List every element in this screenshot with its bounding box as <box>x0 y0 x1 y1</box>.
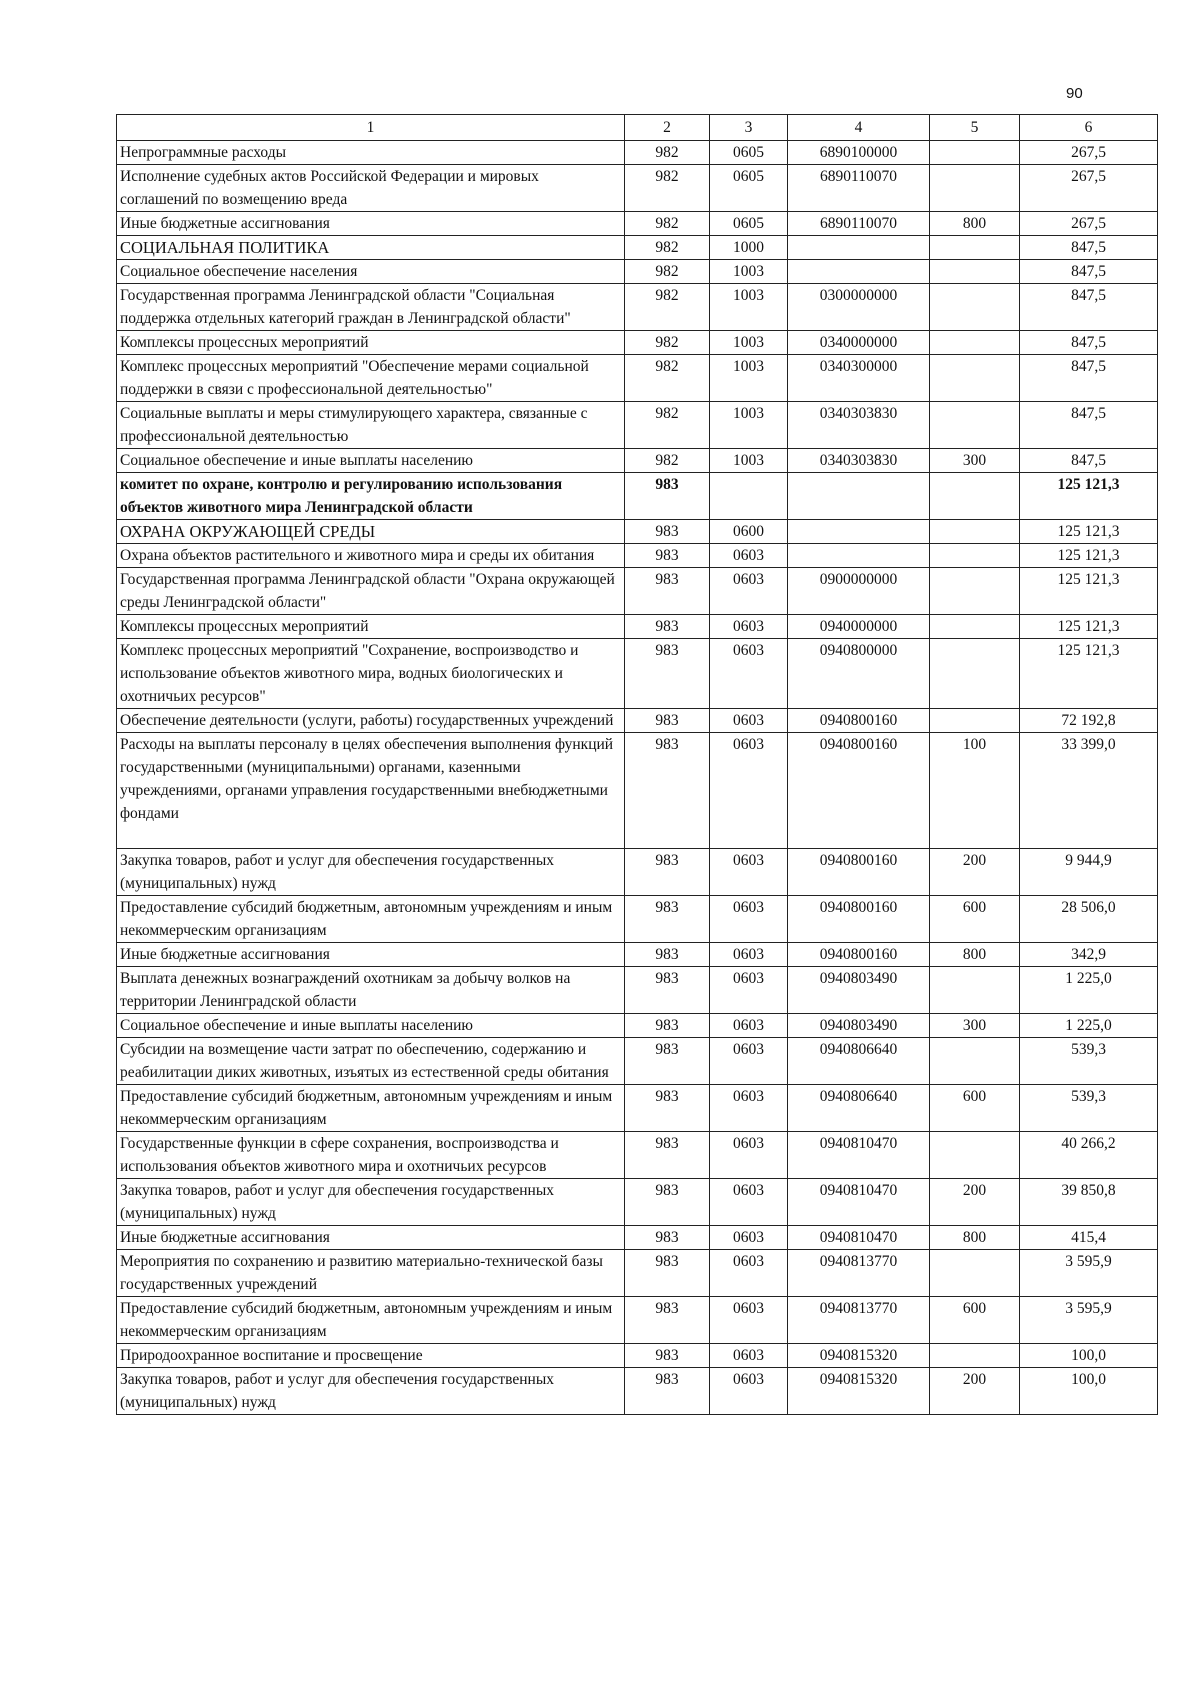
row-name-cell: Иные бюджетные ассигнования <box>117 943 625 967</box>
amount-cell: 847,5 <box>1020 284 1158 331</box>
admin-code-cell: 983 <box>625 639 710 709</box>
amount-cell: 847,5 <box>1020 260 1158 284</box>
amount-cell: 1 225,0 <box>1020 967 1158 1014</box>
table-row <box>117 473 1158 520</box>
table-row <box>117 967 1158 1014</box>
expense-type-cell: 300 <box>930 1014 1020 1038</box>
expense-type-cell: 800 <box>930 1226 1020 1250</box>
amount-cell: 415,4 <box>1020 1226 1158 1250</box>
table-row <box>117 1179 1158 1226</box>
row-name-cell: Государственная программа Ленинградской области "Охрана окружающей среды Ленинградской области" <box>117 568 625 615</box>
section-code-cell <box>710 473 788 520</box>
table-row <box>117 284 1158 331</box>
admin-code-cell: 982 <box>625 355 710 402</box>
admin-code-cell: 983 <box>625 615 710 639</box>
amount-cell: 40 266,2 <box>1020 1132 1158 1179</box>
row-name-cell: Иные бюджетные ассигнования <box>117 1226 625 1250</box>
section-code-cell: 0600 <box>710 520 788 544</box>
amount-cell: 267,5 <box>1020 212 1158 236</box>
expense-type-cell: 600 <box>930 896 1020 943</box>
row-name-cell: СОЦИАЛЬНАЯ ПОЛИТИКА <box>117 236 625 260</box>
table-row <box>117 615 1158 639</box>
target-article-cell: 0340303830 <box>788 449 930 473</box>
target-article-cell: 0940810470 <box>788 1226 930 1250</box>
expense-type-cell <box>930 236 1020 260</box>
section-code-cell: 0603 <box>710 1132 788 1179</box>
section-code-cell: 0603 <box>710 896 788 943</box>
row-name-cell: Государственные функции в сфере сохранения, воспроизводства и использования объектов животного мира и охотничьих ресурсов <box>117 1132 625 1179</box>
expense-type-cell <box>930 568 1020 615</box>
row-name-cell: Предоставление субсидий бюджетным, автономным учреждениям и иным некоммерческим организациям <box>117 1297 625 1344</box>
target-article-cell: 0940803490 <box>788 967 930 1014</box>
target-article-cell: 0940800160 <box>788 943 930 967</box>
row-name-cell: Закупка товаров, работ и услуг для обеспечения государственных (муниципальных) нужд <box>117 1368 625 1415</box>
row-name-cell: Государственная программа Ленинградской области "Социальная поддержка отдельных категорий граждан в Ленинградской области" <box>117 284 625 331</box>
row-name-cell: Комплекс процессных мероприятий "Сохранение, воспроизводство и использование объектов животного мира, водных биологических и охотничьих ресурсов" <box>117 639 625 709</box>
expense-type-cell: 200 <box>930 1368 1020 1415</box>
target-article-cell: 0940813770 <box>788 1297 930 1344</box>
table-body <box>117 115 1158 1415</box>
admin-code-cell: 983 <box>625 1132 710 1179</box>
admin-code-cell: 983 <box>625 849 710 896</box>
expense-type-cell <box>930 639 1020 709</box>
table-row <box>117 449 1158 473</box>
amount-cell: 1 225,0 <box>1020 1014 1158 1038</box>
row-name-cell: ОХРАНА ОКРУЖАЮЩЕЙ СРЕДЫ <box>117 520 625 544</box>
admin-code-cell: 983 <box>625 943 710 967</box>
target-article-cell <box>788 544 930 568</box>
table-row <box>117 1368 1158 1415</box>
section-code-cell: 1003 <box>710 355 788 402</box>
admin-code-cell: 982 <box>625 236 710 260</box>
target-article-cell: 6890100000 <box>788 141 930 165</box>
target-article-cell: 0340303830 <box>788 402 930 449</box>
table-row <box>117 639 1158 709</box>
section-code-cell: 0603 <box>710 1344 788 1368</box>
target-article-cell: 0340000000 <box>788 331 930 355</box>
amount-cell: 125 121,3 <box>1020 544 1158 568</box>
target-article-cell: 0940000000 <box>788 615 930 639</box>
amount-cell: 72 192,8 <box>1020 709 1158 733</box>
target-article-cell <box>788 236 930 260</box>
amount-cell: 539,3 <box>1020 1038 1158 1085</box>
amount-cell: 33 399,0 <box>1020 733 1158 849</box>
target-article-cell: 0940806640 <box>788 1038 930 1085</box>
column-header: 3 <box>710 115 788 141</box>
admin-code-cell: 982 <box>625 212 710 236</box>
expense-type-cell <box>930 1038 1020 1085</box>
amount-cell: 267,5 <box>1020 141 1158 165</box>
table-row <box>117 568 1158 615</box>
expense-type-cell <box>930 402 1020 449</box>
amount-cell: 100,0 <box>1020 1344 1158 1368</box>
section-code-cell: 0603 <box>710 1226 788 1250</box>
expense-type-cell: 600 <box>930 1085 1020 1132</box>
header-row <box>117 115 1158 141</box>
expense-type-cell: 200 <box>930 1179 1020 1226</box>
section-code-cell: 0603 <box>710 1085 788 1132</box>
row-name-cell: комитет по охране, контролю и регулированию использования объектов животного мира Ленинградской области <box>117 473 625 520</box>
amount-cell: 3 595,9 <box>1020 1297 1158 1344</box>
expense-type-cell: 100 <box>930 733 1020 849</box>
section-code-cell: 0603 <box>710 1179 788 1226</box>
admin-code-cell: 983 <box>625 1368 710 1415</box>
section-code-cell: 1000 <box>710 236 788 260</box>
expense-type-cell <box>930 1250 1020 1297</box>
admin-code-cell: 982 <box>625 284 710 331</box>
section-code-cell: 0603 <box>710 615 788 639</box>
table-row <box>117 896 1158 943</box>
row-name-cell: Социальное обеспечение и иные выплаты населению <box>117 449 625 473</box>
amount-cell: 847,5 <box>1020 236 1158 260</box>
table-row <box>117 1014 1158 1038</box>
amount-cell: 39 850,8 <box>1020 1179 1158 1226</box>
table-row <box>117 236 1158 260</box>
target-article-cell: 0940803490 <box>788 1014 930 1038</box>
section-code-cell: 1003 <box>710 402 788 449</box>
admin-code-cell: 983 <box>625 1014 710 1038</box>
amount-cell: 847,5 <box>1020 402 1158 449</box>
column-header: 5 <box>930 115 1020 141</box>
target-article-cell: 0340300000 <box>788 355 930 402</box>
table-row <box>117 1344 1158 1368</box>
table-row <box>117 544 1158 568</box>
expense-type-cell <box>930 709 1020 733</box>
target-article-cell: 6890110070 <box>788 165 930 212</box>
section-code-cell: 0603 <box>710 568 788 615</box>
expense-type-cell <box>930 520 1020 544</box>
expense-type-cell <box>930 165 1020 212</box>
table-row <box>117 709 1158 733</box>
row-name-cell: Исполнение судебных актов Российской Федерации и мировых соглашений по возмещению вреда <box>117 165 625 212</box>
amount-cell: 125 121,3 <box>1020 473 1158 520</box>
expense-type-cell <box>930 1344 1020 1368</box>
expense-type-cell <box>930 544 1020 568</box>
admin-code-cell: 983 <box>625 1297 710 1344</box>
row-name-cell: Социальное обеспечение и иные выплаты населению <box>117 1014 625 1038</box>
table-row <box>117 212 1158 236</box>
expense-type-cell <box>930 473 1020 520</box>
section-code-cell: 0603 <box>710 849 788 896</box>
target-article-cell <box>788 473 930 520</box>
expense-type-cell <box>930 331 1020 355</box>
target-article-cell: 0940815320 <box>788 1344 930 1368</box>
target-article-cell: 0900000000 <box>788 568 930 615</box>
row-name-cell: Выплата денежных вознаграждений охотникам за добычу волков на территории Ленинградской области <box>117 967 625 1014</box>
section-code-cell: 1003 <box>710 284 788 331</box>
target-article-cell: 0940815320 <box>788 1368 930 1415</box>
amount-cell: 267,5 <box>1020 165 1158 212</box>
amount-cell: 342,9 <box>1020 943 1158 967</box>
expense-type-cell: 300 <box>930 449 1020 473</box>
table-row <box>117 733 1158 849</box>
row-name-cell: Мероприятия по сохранению и развитию материально-технической базы государственных учреждений <box>117 1250 625 1297</box>
amount-cell: 847,5 <box>1020 449 1158 473</box>
table-row <box>117 1250 1158 1297</box>
expense-type-cell: 200 <box>930 849 1020 896</box>
admin-code-cell: 983 <box>625 544 710 568</box>
target-article-cell <box>788 520 930 544</box>
admin-code-cell: 983 <box>625 967 710 1014</box>
admin-code-cell: 982 <box>625 260 710 284</box>
row-name-cell: Комплексы процессных мероприятий <box>117 615 625 639</box>
amount-cell: 28 506,0 <box>1020 896 1158 943</box>
row-name-cell: Социальное обеспечение населения <box>117 260 625 284</box>
admin-code-cell: 983 <box>625 1038 710 1085</box>
admin-code-cell: 983 <box>625 1179 710 1226</box>
amount-cell: 539,3 <box>1020 1085 1158 1132</box>
expense-type-cell: 800 <box>930 212 1020 236</box>
admin-code-cell: 983 <box>625 1344 710 1368</box>
admin-code-cell: 982 <box>625 165 710 212</box>
table-row <box>117 520 1158 544</box>
admin-code-cell: 983 <box>625 896 710 943</box>
target-article-cell: 0940800160 <box>788 709 930 733</box>
column-header: 4 <box>788 115 930 141</box>
admin-code-cell: 983 <box>625 520 710 544</box>
amount-cell: 3 595,9 <box>1020 1250 1158 1297</box>
table-row <box>117 402 1158 449</box>
column-header: 6 <box>1020 115 1158 141</box>
target-article-cell: 0300000000 <box>788 284 930 331</box>
target-article-cell: 6890110070 <box>788 212 930 236</box>
admin-code-cell: 982 <box>625 141 710 165</box>
row-name-cell: Иные бюджетные ассигнования <box>117 212 625 236</box>
expense-type-cell <box>930 141 1020 165</box>
amount-cell: 847,5 <box>1020 355 1158 402</box>
amount-cell: 125 121,3 <box>1020 615 1158 639</box>
target-article-cell: 0940810470 <box>788 1179 930 1226</box>
section-code-cell: 0603 <box>710 1297 788 1344</box>
table-row <box>117 1132 1158 1179</box>
admin-code-cell: 983 <box>625 568 710 615</box>
admin-code-cell: 983 <box>625 1250 710 1297</box>
budget-table <box>116 114 1158 1415</box>
expense-type-cell: 800 <box>930 943 1020 967</box>
expense-type-cell <box>930 260 1020 284</box>
row-name-cell: Закупка товаров, работ и услуг для обеспечения государственных (муниципальных) нужд <box>117 849 625 896</box>
target-article-cell: 0940800160 <box>788 896 930 943</box>
section-code-cell: 1003 <box>710 260 788 284</box>
section-code-cell: 0603 <box>710 639 788 709</box>
section-code-cell: 0603 <box>710 1250 788 1297</box>
amount-cell: 125 121,3 <box>1020 520 1158 544</box>
admin-code-cell: 982 <box>625 402 710 449</box>
table-row <box>117 943 1158 967</box>
admin-code-cell: 983 <box>625 733 710 849</box>
section-code-cell: 1003 <box>710 331 788 355</box>
table-row <box>117 1297 1158 1344</box>
section-code-cell: 0603 <box>710 733 788 849</box>
row-name-cell: Расходы на выплаты персоналу в целях обеспечения выполнения функций государственными (муниципальными) органами, казенными учреждениями, органами управления государственными внебюджетными фондами <box>117 733 625 849</box>
section-code-cell: 0603 <box>710 967 788 1014</box>
section-code-cell: 0603 <box>710 1014 788 1038</box>
table-row <box>117 1226 1158 1250</box>
target-article-cell <box>788 260 930 284</box>
expense-type-cell: 600 <box>930 1297 1020 1344</box>
row-name-cell: Предоставление субсидий бюджетным, автономным учреждениям и иным некоммерческим организациям <box>117 896 625 943</box>
table-row <box>117 1085 1158 1132</box>
table-row <box>117 165 1158 212</box>
expense-type-cell <box>930 1132 1020 1179</box>
row-name-cell: Комплексы процессных мероприятий <box>117 331 625 355</box>
amount-cell: 100,0 <box>1020 1368 1158 1415</box>
row-name-cell: Охрана объектов растительного и животного мира и среды их обитания <box>117 544 625 568</box>
admin-code-cell: 983 <box>625 1226 710 1250</box>
section-code-cell: 0605 <box>710 212 788 236</box>
row-name-cell: Социальные выплаты и меры стимулирующего характера, связанные с профессиональной деятельностью <box>117 402 625 449</box>
row-name-cell: Обеспечение деятельности (услуги, работы) государственных учреждений <box>117 709 625 733</box>
section-code-cell: 0603 <box>710 709 788 733</box>
amount-cell: 847,5 <box>1020 331 1158 355</box>
row-name-cell: Комплекс процессных мероприятий "Обеспечение мерами социальной поддержки в связи с профессиональной деятельностью" <box>117 355 625 402</box>
row-name-cell: Субсидии на возмещение части затрат по обеспечению, содержанию и реабилитации диких животных, изъятых из естественной среды обитания <box>117 1038 625 1085</box>
row-name-cell: Непрограммные расходы <box>117 141 625 165</box>
admin-code-cell: 982 <box>625 449 710 473</box>
table-row <box>117 355 1158 402</box>
target-article-cell: 0940800160 <box>788 733 930 849</box>
admin-code-cell: 982 <box>625 331 710 355</box>
column-header: 2 <box>625 115 710 141</box>
section-code-cell: 0603 <box>710 1368 788 1415</box>
target-article-cell: 0940800000 <box>788 639 930 709</box>
section-code-cell: 0605 <box>710 165 788 212</box>
target-article-cell: 0940806640 <box>788 1085 930 1132</box>
column-header: 1 <box>117 115 625 141</box>
expense-type-cell <box>930 355 1020 402</box>
section-code-cell: 0603 <box>710 943 788 967</box>
table-row <box>117 1038 1158 1085</box>
page-number: 90 <box>1066 85 1083 102</box>
section-code-cell: 0603 <box>710 1038 788 1085</box>
row-name-cell: Природоохранное воспитание и просвещение <box>117 1344 625 1368</box>
expense-type-cell <box>930 284 1020 331</box>
section-code-cell: 0603 <box>710 544 788 568</box>
target-article-cell: 0940800160 <box>788 849 930 896</box>
admin-code-cell: 983 <box>625 473 710 520</box>
table-row <box>117 141 1158 165</box>
amount-cell: 9 944,9 <box>1020 849 1158 896</box>
target-article-cell: 0940810470 <box>788 1132 930 1179</box>
table-row <box>117 331 1158 355</box>
row-name-cell: Закупка товаров, работ и услуг для обеспечения государственных (муниципальных) нужд <box>117 1179 625 1226</box>
amount-cell: 125 121,3 <box>1020 568 1158 615</box>
table-row <box>117 260 1158 284</box>
expense-type-cell <box>930 615 1020 639</box>
section-code-cell: 0605 <box>710 141 788 165</box>
row-name-cell: Предоставление субсидий бюджетным, автономным учреждениям и иным некоммерческим организациям <box>117 1085 625 1132</box>
admin-code-cell: 983 <box>625 709 710 733</box>
admin-code-cell: 983 <box>625 1085 710 1132</box>
table-row <box>117 849 1158 896</box>
section-code-cell: 1003 <box>710 449 788 473</box>
amount-cell: 125 121,3 <box>1020 639 1158 709</box>
expense-type-cell <box>930 967 1020 1014</box>
target-article-cell: 0940813770 <box>788 1250 930 1297</box>
